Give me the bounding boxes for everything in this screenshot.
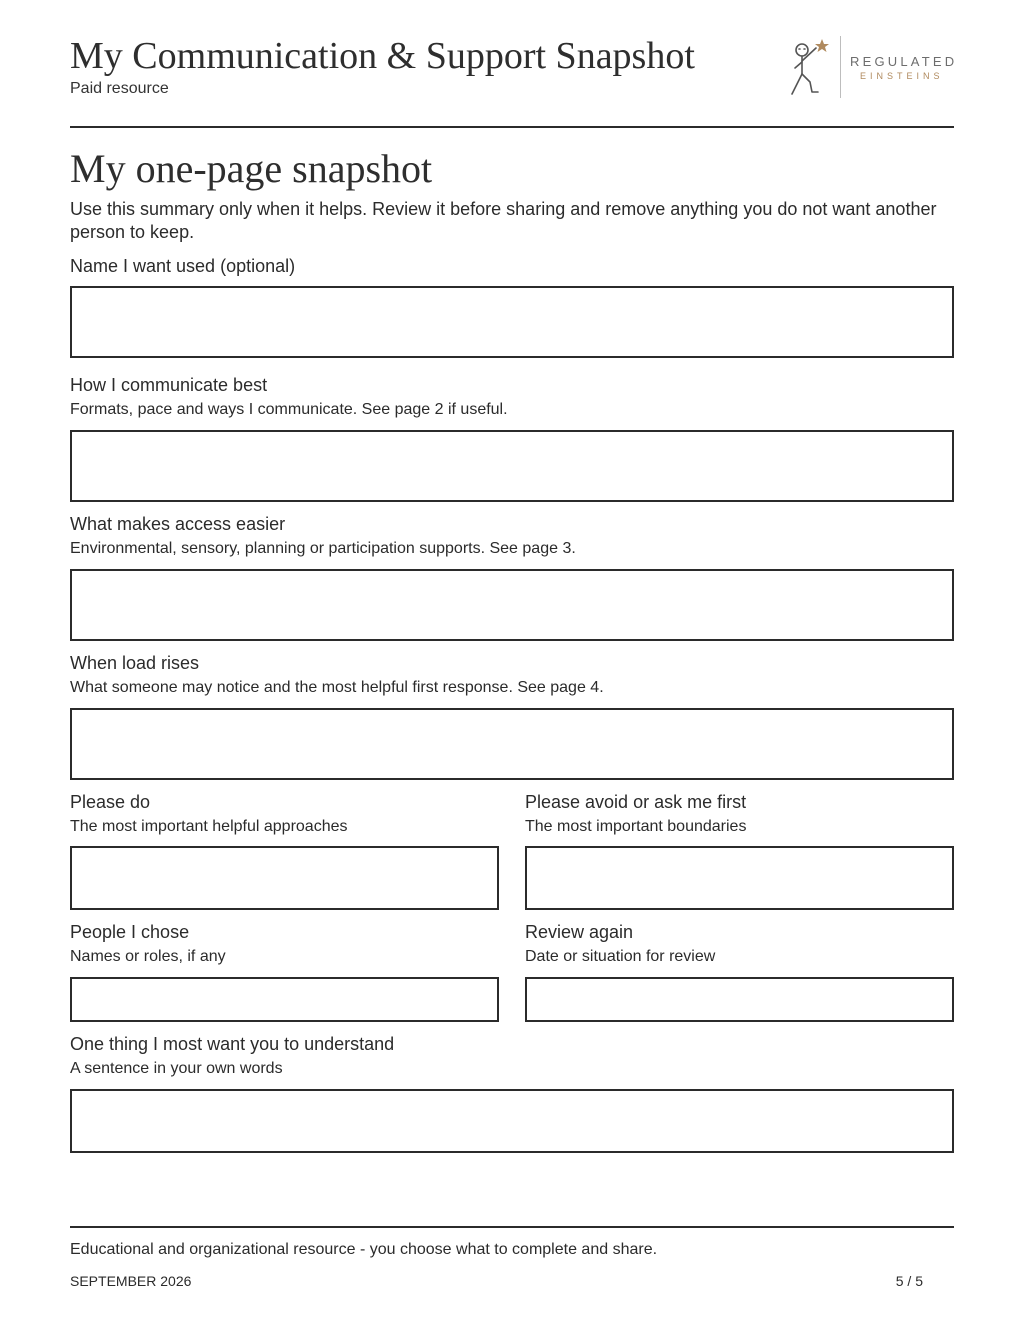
load-field[interactable] — [70, 708, 954, 780]
header-divider — [70, 126, 954, 128]
logo-divider — [840, 36, 841, 98]
people-field[interactable] — [70, 977, 499, 1022]
please-avoid-field[interactable] — [525, 846, 954, 910]
communicate-field[interactable] — [70, 430, 954, 502]
review-label: Review again — [525, 922, 634, 942]
load-label: When load rises — [70, 653, 200, 673]
please-avoid-label: Please avoid or ask me first — [525, 792, 747, 812]
brand-logo — [788, 34, 958, 100]
people-hint: Names or roles, if any — [70, 948, 226, 965]
document-page — [70, 0, 958, 1325]
document-subtitle: Paid resource — [70, 80, 169, 97]
access-field[interactable] — [70, 569, 954, 641]
page-number: 5 / 5 — [895, 1273, 923, 1289]
access-hint: Environmental, sensory, planning or participation supports. See page 3. — [70, 540, 576, 557]
name-field[interactable] — [70, 286, 954, 358]
please-do-field[interactable] — [70, 846, 499, 910]
footer-date: SEPTEMBER 2026 — [70, 1273, 192, 1289]
review-field[interactable] — [525, 977, 954, 1022]
section-heading: My one-page snapshot — [70, 146, 433, 191]
document-title: My Communication & Support Snapshot — [70, 35, 695, 77]
load-hint: What someone may notice and the most helpful first response. See page 4. — [70, 679, 604, 696]
logo-wordmark-regulated: REGULATED — [850, 54, 958, 69]
review-hint: Date or situation for review — [525, 948, 716, 965]
footer-divider — [70, 1226, 954, 1228]
one-thing-hint: A sentence in your own words — [70, 1060, 283, 1077]
footer-note: Educational and organizational resource - you choose what to complete and share. — [70, 1241, 658, 1258]
one-thing-label: One thing I most want you to understand — [70, 1034, 395, 1054]
access-label: What makes access easier — [70, 514, 286, 534]
people-label: People I chose — [70, 922, 190, 942]
please-avoid-hint: The most important boundaries — [525, 818, 747, 835]
logo-wordmark-einsteins: EINSTEINS — [860, 71, 944, 81]
stick-figure-reaching-star-icon — [788, 34, 836, 100]
name-label: Name I want used (optional) — [70, 256, 296, 276]
please-do-label: Please do — [70, 792, 151, 812]
section-intro: Use this summary only when it helps. Review it before sharing and remove anything you do not want another person to keep. — [70, 199, 937, 242]
please-do-hint: The most important helpful approaches — [70, 818, 348, 835]
communicate-label: How I communicate best — [70, 375, 268, 395]
communicate-hint: Formats, pace and ways I communicate. See page 2 if useful. — [70, 401, 508, 418]
one-thing-field[interactable] — [70, 1089, 954, 1153]
